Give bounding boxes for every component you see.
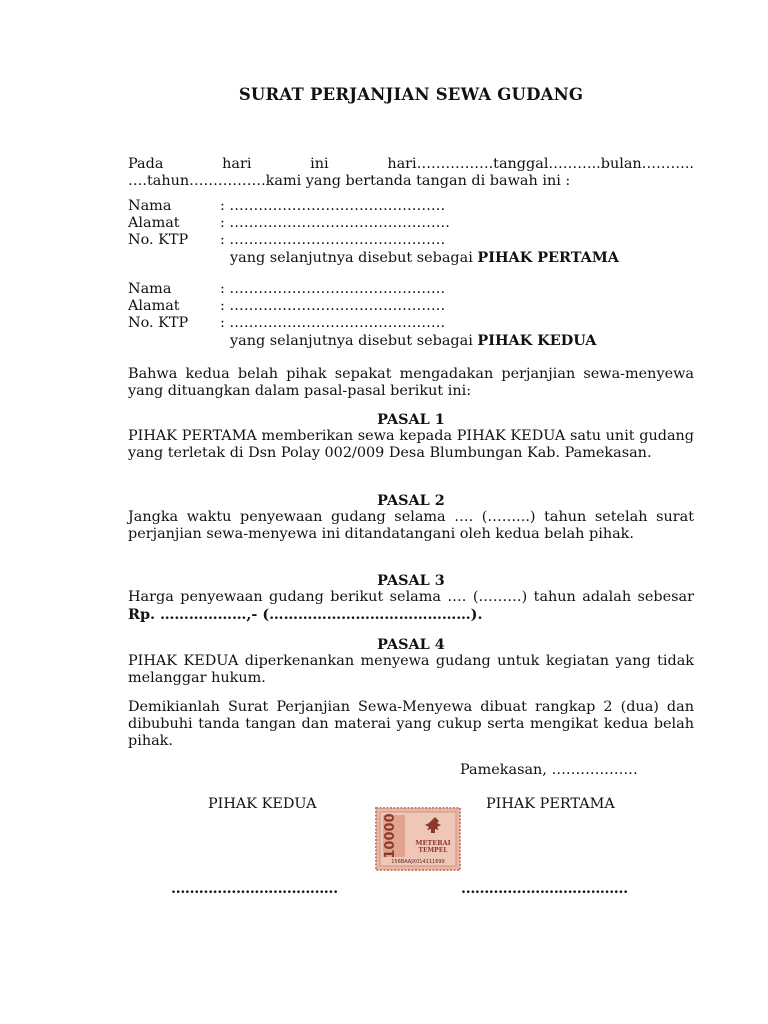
pasal-heading: PASAL 4 (377, 636, 445, 653)
pasal-2 (128, 492, 694, 543)
agreement-intro: Bahwa kedua belah pihak sepakat mengadakan perjanjian sewa-menyewa yang dituangkan dalam pasal-pasal berikut ini: (128, 366, 694, 399)
closing-paragraph: Demikianlah Surat Perjanjian Sewa-Menyewa dibuat rangkap 2 (dua) dan dibubuhi tanda tangan dan materai yang cukup serta mengikat kedua belah pihak. (128, 699, 694, 749)
field-value: : ……………………………………… (220, 198, 446, 214)
intro-line-2: ….tahun…………….kami yang bertanda tangan di bawah ini : (128, 173, 571, 189)
field-label: Alamat (128, 298, 180, 314)
party-2-block (128, 281, 694, 350)
pasal-1 (128, 411, 694, 462)
party-1-role: PIHAK PERTAMA (477, 249, 619, 266)
pasal-3-text: Harga penyewaan gudang berikut selama …. (………) tahun adalah sebesar (128, 589, 694, 605)
party-1-note (128, 249, 694, 267)
stamp-serial: 156BAAJX014111699 (391, 859, 445, 865)
intro (128, 156, 694, 190)
party-2-field (128, 315, 694, 332)
stamp-text-2: TEMPEL (418, 847, 448, 854)
signature-label-right: PIHAK PERTAMA (486, 796, 615, 812)
pasal-heading: PASAL 1 (377, 411, 445, 428)
field-value: : ……………………………………… (220, 232, 446, 248)
pasal-4 (128, 636, 694, 687)
place-date: Pamekasan, ……………… (460, 762, 638, 778)
party-1-field (128, 215, 694, 232)
price-amount: Rp. ………………,- (……………………………………). (128, 606, 483, 623)
field-label: Nama (128, 281, 172, 297)
field-value: : ……………………………………… (220, 315, 446, 331)
field-label: Alamat (128, 215, 180, 231)
party-2-field (128, 298, 694, 315)
pasal-text: PIHAK KEDUA diperkenankan menyewa gudang untuk kegiatan yang tidak melanggar hukum. (128, 653, 694, 686)
party-1-field (128, 198, 694, 215)
document-title: SURAT PERJANJIAN SEWA GUDANG (238, 85, 584, 104)
field-label: No. KTP (128, 315, 189, 331)
field-label: Nama (128, 198, 172, 214)
party-2-note (128, 332, 694, 350)
pasal-heading: PASAL 3 (377, 572, 445, 589)
materai-stamp-icon (375, 807, 461, 871)
stamp-denomination: 10000 (383, 813, 398, 859)
stamp-text-1: METERAI (415, 839, 451, 847)
pasal-3 (128, 572, 694, 624)
field-value: : ……………………………………… (220, 298, 446, 314)
signature-line-left: ……………………………… (171, 880, 338, 897)
party-2-role: PIHAK KEDUA (477, 332, 597, 349)
pasal-text: PIHAK PERTAMA memberikan sewa kepada PIHAK KEDUA satu unit gudang yang terletak di Dsn Polay 002/009 Desa Blumbungan Kab. Pamekasan. (128, 428, 694, 461)
note-text: yang selanjutnya disebut sebagai (230, 250, 478, 266)
pasal-text: Jangka waktu penyewaan gudang selama …. (……...) tahun setelah surat perjanjian sewa-menyewa ini ditandatangani oleh kedua belah pihak. (128, 509, 694, 542)
party-1-field (128, 232, 694, 249)
party-2-field (128, 281, 694, 298)
field-value: : ……………………………………… (220, 281, 446, 297)
field-label: No. KTP (128, 232, 189, 248)
intro-line-1: Pada hari ini hari…………….tanggal………..bulan……….. (128, 156, 694, 172)
party-1-block (128, 198, 694, 267)
pasal-text (128, 589, 694, 624)
signature-line-right: ……………………………… (461, 880, 628, 897)
field-value: : ………………………………………. (220, 215, 450, 231)
pasal-heading: PASAL 2 (377, 492, 445, 509)
signature-label-left: PIHAK KEDUA (208, 796, 317, 812)
note-text: yang selanjutnya disebut sebagai (230, 333, 478, 349)
